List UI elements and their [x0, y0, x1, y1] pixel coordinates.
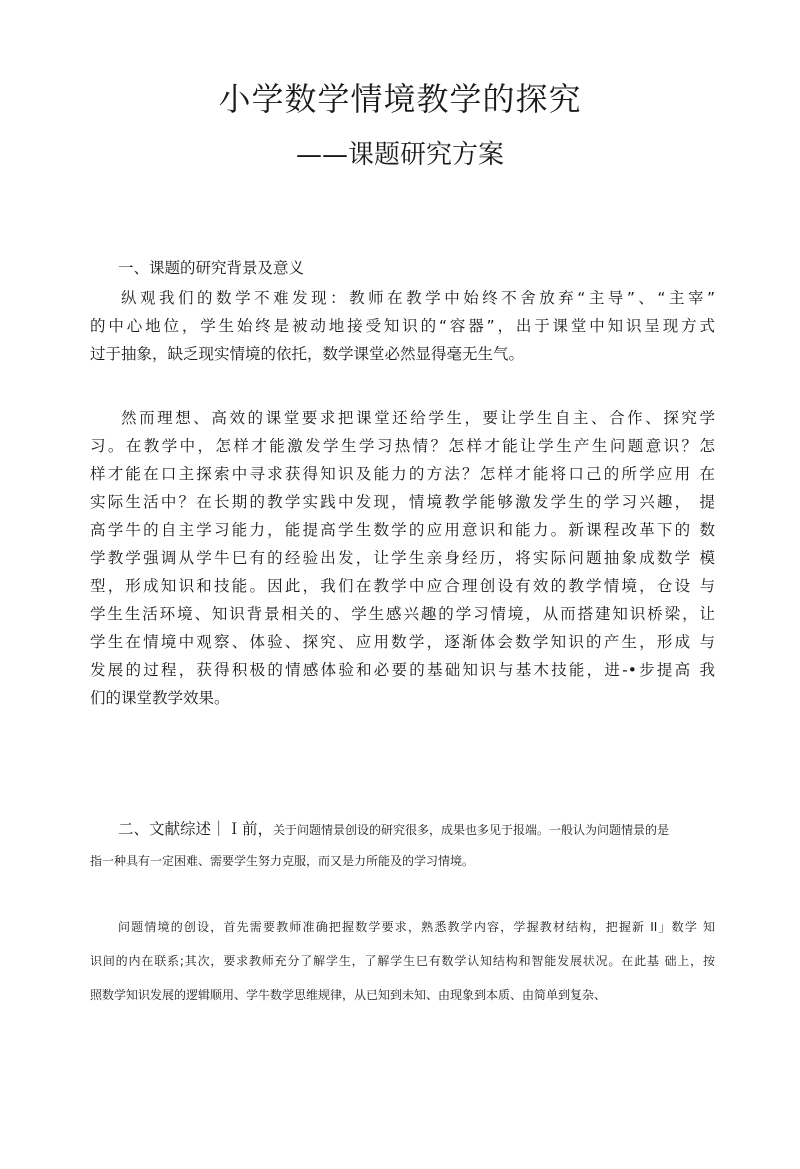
paragraph-line: 发展的过程，获得积极的情感体验和必要的基础知识与基木技能，进-•步提高 我 [90, 661, 715, 679]
paragraph-line: 的中心地位，学生始终是被动地接受知识的“容器”，出于课堂中知识呈现方式 [90, 317, 715, 335]
paragraph-line: 型，形成知识和技能。因此，我们在教学中应合理创设有效的教学情境，仓设 与 [90, 577, 715, 595]
paragraph-line: 习。在教学中，怎样才能激发学生学习热情？怎样才能让学生产生问题意识？怎 [90, 437, 715, 455]
paragraph-line: 过于抽象，缺乏现实情境的依托，数学课堂必然显得毫无生气。 [90, 345, 525, 363]
section1-paragraph-2 [90, 404, 715, 712]
paragraph-line: 学生生活环境、知识背景相关的、学生感兴趣的学习情境，从而搭建知识桥梁，让 [90, 605, 715, 623]
paragraph-line: 然而理想、高效的课堂要求把课堂还给学生，要让学生自主、合作、探究学 [121, 409, 715, 427]
paragraph-line: 问题情境的创设，首先需要教师准确把握数学要求，熟悉教学内容，学握教材结构，把握新 II」数学 知 [118, 920, 715, 934]
section1-heading: 一、课题的研究背景及意义 [118, 259, 305, 277]
section2-heading: 二、文献综述｜Ｉ前， [118, 820, 274, 838]
paragraph-line: 学生在情境中观察、体验、探究、应用数学，逐渐体会数学知识的产生，形成 与 [90, 633, 715, 651]
document-title: 小学数学情境教学的探究 [218, 80, 582, 118]
section2-heading-line [118, 817, 715, 839]
document-subtitle: ——课题研究方案 [295, 140, 504, 170]
section1-paragraph-1 [90, 284, 715, 368]
paragraph-line: 纵观我们的数学不难发现：教师在教学中始终不舍放弃“主导”、“主宰” [121, 289, 715, 307]
paragraph-line: 们的课堂教学效果。 [90, 689, 230, 707]
paragraph-line: 样才能在口主探索中寻求获得知识及能力的方法？怎样才能将口己的所学应用 在 [90, 465, 715, 483]
section2-heading-text: 关于问题情景创设的研究很多，成果也多见于报端。一般认为问题情景的是 [273, 823, 670, 837]
section2-line-2: 指一种具有一定困难、需要学生努力克服，而又是力所能及的学习情境。 [90, 854, 475, 868]
paragraph-line: 照数学知识发展的逻辑顺用、学牛数学思维规律，从已知到未知、由现象到本质、由简单到复杂、 [90, 988, 607, 1002]
section2-paragraph [90, 910, 715, 1012]
paragraph-line: 高学牛的自主学习能力，能提高学生数学的应用意识和能力。新课程改革下的 数 [90, 521, 715, 539]
paragraph-line: 实际生活中？在长期的教学实践中发现，情境教学能够激发学生的学习兴趣， 提 [90, 493, 715, 511]
paragraph-line: 学教学强调从学牛巳有的经验出发，让学生亲身经历，将实际问题抽象成数学 模 [90, 549, 715, 567]
paragraph-line: 识间的内在联系;其次，要求教师充分了解学生，了解学生巳有数学认知结构和智能发展状况。在此基 础上，按 [90, 954, 715, 968]
